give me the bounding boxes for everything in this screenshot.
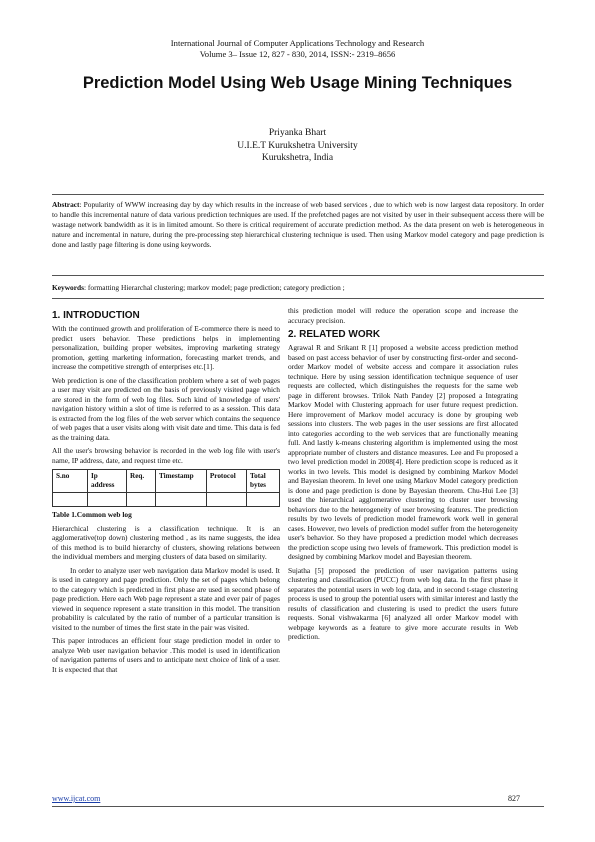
intro-paragraph-4: Hierarchical clustering is a classification technique. It is an agglomerative(top down) clustering method , as its name suggests, the idea of this method is to build hierarchy of clusters, showing relations between the individual members and merging clusters of data based on similarity.	[52, 523, 280, 561]
journal-volume: Volume 3– Issue 12, 827 - 830, 2014, ISSN:- 2319–8656	[199, 49, 396, 59]
table-cell	[247, 493, 280, 507]
table-header-cell: Req.	[127, 470, 156, 493]
abstract-text: : Popularity of WWW increasing day by day which results in the increase of web based services , due to which web is now largest data repository. In order to handle this incremental nature of data various prediction techniques are used. If the prefetched pages are not visited by user in their subsequent access there will be wastage network bandwidth as it is in limited amount. So there is critical requirement of accurate prediction method. As the data present on web is heterogeneous in nature and incremental in nature, during the pre-processing step hierarchical clustering technique is used. Then using Markov model category and page prediction is done and lastly page filtering is done using keywords.	[52, 200, 544, 249]
table-cell	[53, 493, 88, 507]
abstract-label: Abstract	[52, 200, 80, 209]
left-column	[52, 310, 280, 678]
intro-paragraph-5: In order to analyze user web navigation data Markov model is used. It is used in category and page prediction. Only the set of pages which belong to the category which is predicted in first phase are used in second phase of page prediction. Here each Web page represent a state and ever pair of pages viewed in sequence represent a state transition in this model. The transition probability is calculated by the ratio of number of a particular transition is visited to the number of times the first state in the pair was visited.	[52, 565, 280, 632]
right-column	[288, 306, 518, 646]
page-number: 827	[508, 794, 520, 803]
intro-paragraph-1: With the continued growth and proliferation of E-commerce there is need to predict users behavior. These predictions helps in implementing personalization, building proper websites, improving marketing strategy promotion, getting marketing information, forecasting market trends, and increase the competitive strength of enterprises etc.[1].	[52, 324, 280, 371]
table-cell	[88, 493, 127, 507]
divider-middle	[52, 275, 544, 276]
divider-bottom	[52, 298, 544, 299]
author-location: Kurukshetra, India	[261, 153, 334, 163]
author-name: Priyanka Bhart	[268, 128, 327, 138]
intro-paragraph-6: This paper introduces an efficient four stage prediction model in order to analyze Web user navigation behavior .This model is used in identification of navigation patterns of users and to anticipate next choice of link of a user. It is expected that that	[52, 636, 280, 674]
section-heading-related-work: 2. RELATED WORK	[288, 329, 381, 340]
table-header-cell: Timestamp	[156, 470, 207, 493]
table-header-row	[53, 470, 280, 493]
table-header-cell: Ip address	[88, 470, 127, 493]
table-cell	[206, 493, 246, 507]
table-cell	[156, 493, 207, 507]
table-row	[53, 493, 280, 507]
intro-paragraph-3: All the user's browsing behavior is recorded in the web log file with user's name, IP address, date, and request time etc.	[52, 446, 280, 465]
journal-website-link[interactable]: www.ijcat.com	[52, 794, 101, 803]
related-paragraph-1: Agrawal R and Srikant R [1] proposed a website access prediction method based on past access behavior of user by constructing first-order and second-order Markov model of website access and compare it association rules technique. Here by using session identification technique sequence of user requests are collected, which distinguishes the requests for the same web page in different browses. Trilok Nath Pandey [2] proposed a Integrating Markov Model with Clustering approach for user future request prediction. Here improvement of Markov model accuracy is done by grouping web sessions into clusters. The web pages in the user sessions are first allocated into categories according to the web services that are functionally meaning full. And lastly k-means clustering algorithm is implemented using the most appropriate number of clusters and distance measures. Lee and Fu proposed a two level prediction model in 2008[4]. Here prediction scope is reduced as it works in two levels. This model is designed by combining Markov Model and Bayesian theorem. In level one using Markov Model category prediction is done and page prediction is done by Bayesian theorem. Chu-Hui Lee [3] used the hierarchical agglomerative clustering to cluster user browsing behaviors due to the heterogeneity of user browsing features. The prediction results by two levels of prediction model framework work well in general cases. However, two levels of prediction model suffer from the heterogeneity user's behavior. So they have proposed a prediction model which decreases the prediction scope using two levels of framework. This prediction model is designed by combining Markov model and Bayesian theorem.	[288, 343, 518, 561]
keywords	[52, 283, 544, 293]
table-header-cell: S.no	[53, 470, 88, 493]
table-header-cell: Protocol	[206, 470, 246, 493]
footer-divider	[52, 806, 544, 807]
journal-name: International Journal of Computer Applications Technology and Research	[170, 38, 425, 48]
table-cell	[127, 493, 156, 507]
abstract	[52, 200, 544, 250]
keywords-text: : formatting Hierarchal clustering; markov model; page prediction; category prediction ;	[84, 283, 345, 292]
intro-paragraph-6-continued: this prediction model will reduce the operation scope and increase the accuracy precision.	[288, 306, 518, 325]
related-paragraph-2: Sujatha [5] proposed the prediction of user navigation patterns using clustering and classification (PUCC) from web log data. In the first phase it separates the potential users in web log data, and in second t-stage clustering process is used to group the potential users with similar interest and lastly the results of classification and clustering is used to predict the users future requests. Sonal vishwakarma [6] analyzed all order Markov model with webpage keywords as a feature to give more accurate results in Web prediction.	[288, 565, 518, 641]
web-log-table	[52, 469, 280, 507]
paper-title: Prediction Model Using Web Usage Mining Techniques	[82, 74, 513, 92]
table-caption: Table 1.Common web log	[52, 510, 132, 519]
divider-top	[52, 194, 544, 195]
author-affiliation: U.I.E.T Kurukshetra University	[237, 140, 358, 151]
intro-paragraph-2: Web prediction is one of the classification problem where a set of web pages a user may visit are predicted on the basis of previously visited page which are stored in the form of web log files. Such kind of knowledge of users' navigation history within a slot of time is referred to as a session. This data is extracted from the log files of the web server which contains the sequence of web pages that a user visits along with visit date and time. This data is fed as the training data.	[52, 375, 280, 442]
keywords-label: Keywords	[52, 283, 85, 292]
table-header-cell: Total bytes	[247, 470, 280, 493]
journal-header	[0, 38, 595, 60]
author-block	[0, 127, 595, 165]
section-heading-introduction: 1. INTRODUCTION	[52, 310, 140, 321]
